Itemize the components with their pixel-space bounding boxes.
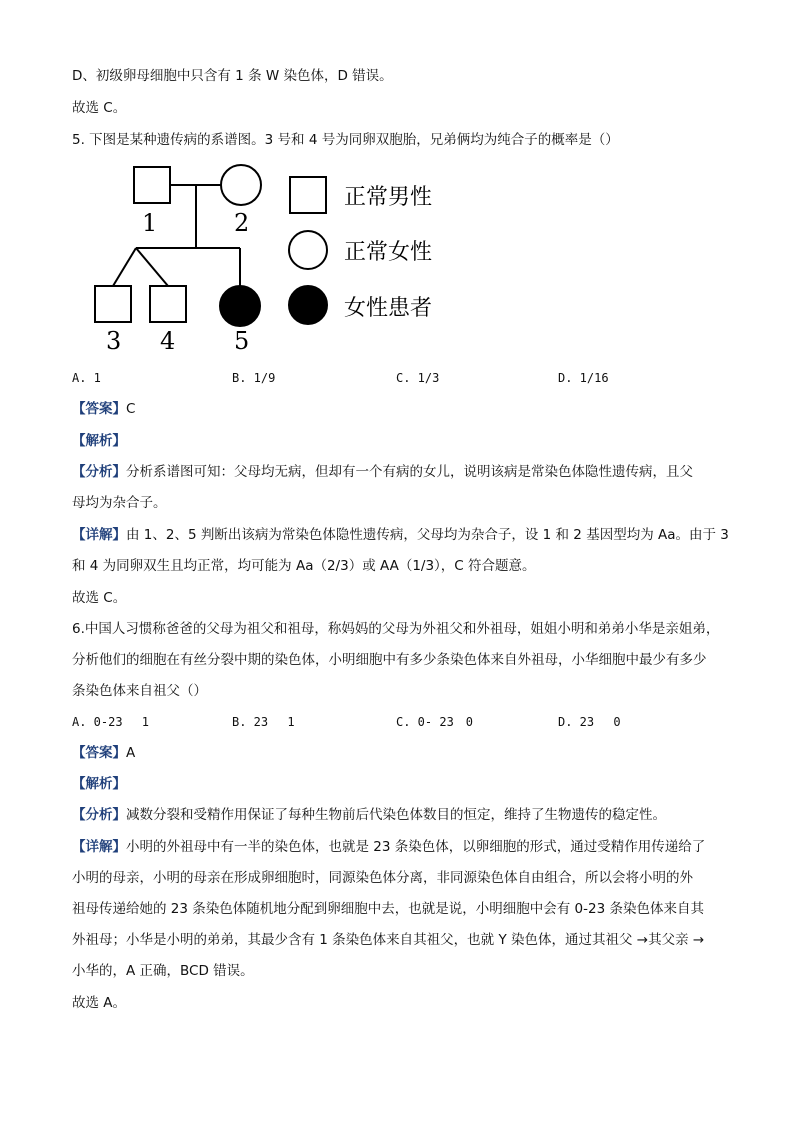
q6-conclusion: 故选 A。 <box>72 995 127 1011</box>
fenxi-text: 减数分裂和受精作用保证了每种生物前后代染色体数目的恒定，维持了生物遗传的稳定性。 <box>126 807 666 823</box>
fenxi-text: 分析系谱图可知：父母均无病，但却有一个有病的女儿，说明该病是常染色体隐性遗传病，且父 <box>126 464 693 480</box>
xiangjie-text: 小明的外祖母中有一半的染色体，也就是 23 条染色体，以卵细胞的形式，通过受精作用传递给了 <box>126 839 706 855</box>
legend-affected-female: 女性患者 <box>344 296 433 321</box>
q6-xiangjie-3: 祖母传递给她的 23 条染色体随机地分配到卵细胞中去，也就是说，小明细胞中会有 0-23 条染色体来自其 <box>72 901 704 917</box>
fenxi-label: 【分析】 <box>72 464 126 480</box>
label-3: 3 <box>106 327 122 355</box>
legend-affected-symbol <box>289 286 327 324</box>
q6-fenxi <box>72 805 666 825</box>
q6-xiangjie-2: 小明的母亲，小明的母亲在形成卵细胞时，同源染色体分离，非同源染色体自由组合，所以会将小明的外 <box>72 870 693 886</box>
answer-value: A <box>126 745 136 761</box>
q6-stem-1: 6.中国人习惯称爸爸的父母为祖父和祖母，称妈妈的父母为外祖父和外祖母，姐姐小明和弟弟小华是亲姐弟， <box>72 621 720 637</box>
q5-fenxi-cont: 母均为杂合子。 <box>72 495 167 511</box>
twin-line-4 <box>136 248 168 286</box>
legend-female-symbol <box>289 231 327 269</box>
label-1: 1 <box>142 209 158 237</box>
label-5: 5 <box>234 327 250 355</box>
xiangjie-label: 【详解】 <box>72 839 126 855</box>
xiangjie-text: 由 1、2、5 判断出该病为常染色体隐性遗传病，父母均为杂合子，设 1 和 2 基因型均为 Aa。由于 3 <box>126 527 729 543</box>
q6-option-a: A. 0-23 1 <box>72 715 150 729</box>
twin-line-3 <box>113 248 136 286</box>
q6-option-c: C. 0- 23 0 <box>396 715 474 729</box>
label-4: 4 <box>160 327 176 355</box>
intro-line-2: 故选 C。 <box>72 100 127 116</box>
individual-5-affected-female <box>220 286 260 326</box>
q5-fenxi <box>72 462 693 482</box>
q6-xiangjie-4: 外祖母；小华是小明的弟弟，其最少含有 1 条染色体来自其祖父，也就 Y 染色体，通过其祖父 →其父亲 → <box>72 932 705 948</box>
individual-2-female <box>221 165 261 205</box>
fenxi-label: 【分析】 <box>72 807 126 823</box>
answer-label: 【答案】 <box>72 401 126 417</box>
legend-normal-male: 正常男性 <box>344 185 433 210</box>
q6-xiangjie-5: 小华的，A 正确，BCD 错误。 <box>72 963 254 979</box>
q6-xiangjie <box>72 837 705 857</box>
intro-line-1: D、初级卵母细胞中只含有 1 条 W 染色体，D 错误。 <box>72 68 393 84</box>
xiangjie-label: 【详解】 <box>72 527 126 543</box>
q5-option-d: D. 1/16 <box>558 371 609 385</box>
legend-normal-female: 正常女性 <box>344 240 433 265</box>
q6-stem-3: 条染色体来自祖父（） <box>72 683 207 699</box>
individual-1-male <box>134 167 170 203</box>
individual-4-male <box>150 286 186 322</box>
q5-analysis-label <box>72 431 126 451</box>
pedigree-figure <box>80 160 460 360</box>
q6-analysis-label <box>72 774 126 794</box>
q5-conclusion: 故选 C。 <box>72 590 127 606</box>
analysis-label: 【解析】 <box>72 433 126 449</box>
q6-answer <box>72 743 135 763</box>
q6-option-d: D. 23 0 <box>558 715 621 729</box>
q5-xiangjie <box>72 525 729 545</box>
q6-option-b: B. 23 1 <box>232 715 295 729</box>
q5-xiangjie-cont: 和 4 为同卵双生且均正常，均可能为 Aa（2/3）或 AA（1/3），C 符合题意。 <box>72 558 536 574</box>
answer-value: C <box>126 401 136 417</box>
individual-3-male <box>95 286 131 322</box>
q5-option-c: C. 1/3 <box>396 371 440 385</box>
legend-male-symbol <box>290 177 326 213</box>
analysis-label: 【解析】 <box>72 776 126 792</box>
q5-option-a: A. 1 <box>72 371 101 385</box>
q5-option-b: B. 1/9 <box>232 371 276 385</box>
answer-label: 【答案】 <box>72 745 126 761</box>
q6-stem-2: 分析他们的细胞在有丝分裂中期的染色体，小明细胞中有多少条染色体来自外祖母，小华细胞中最少有多少 <box>72 652 707 668</box>
q5-answer <box>72 399 135 419</box>
q5-stem: 5. 下图是某种遗传病的系谱图。3 号和 4 号为同卵双胞胎，兄弟俩均为纯合子的概率是（） <box>72 132 619 148</box>
label-2: 2 <box>234 209 250 237</box>
